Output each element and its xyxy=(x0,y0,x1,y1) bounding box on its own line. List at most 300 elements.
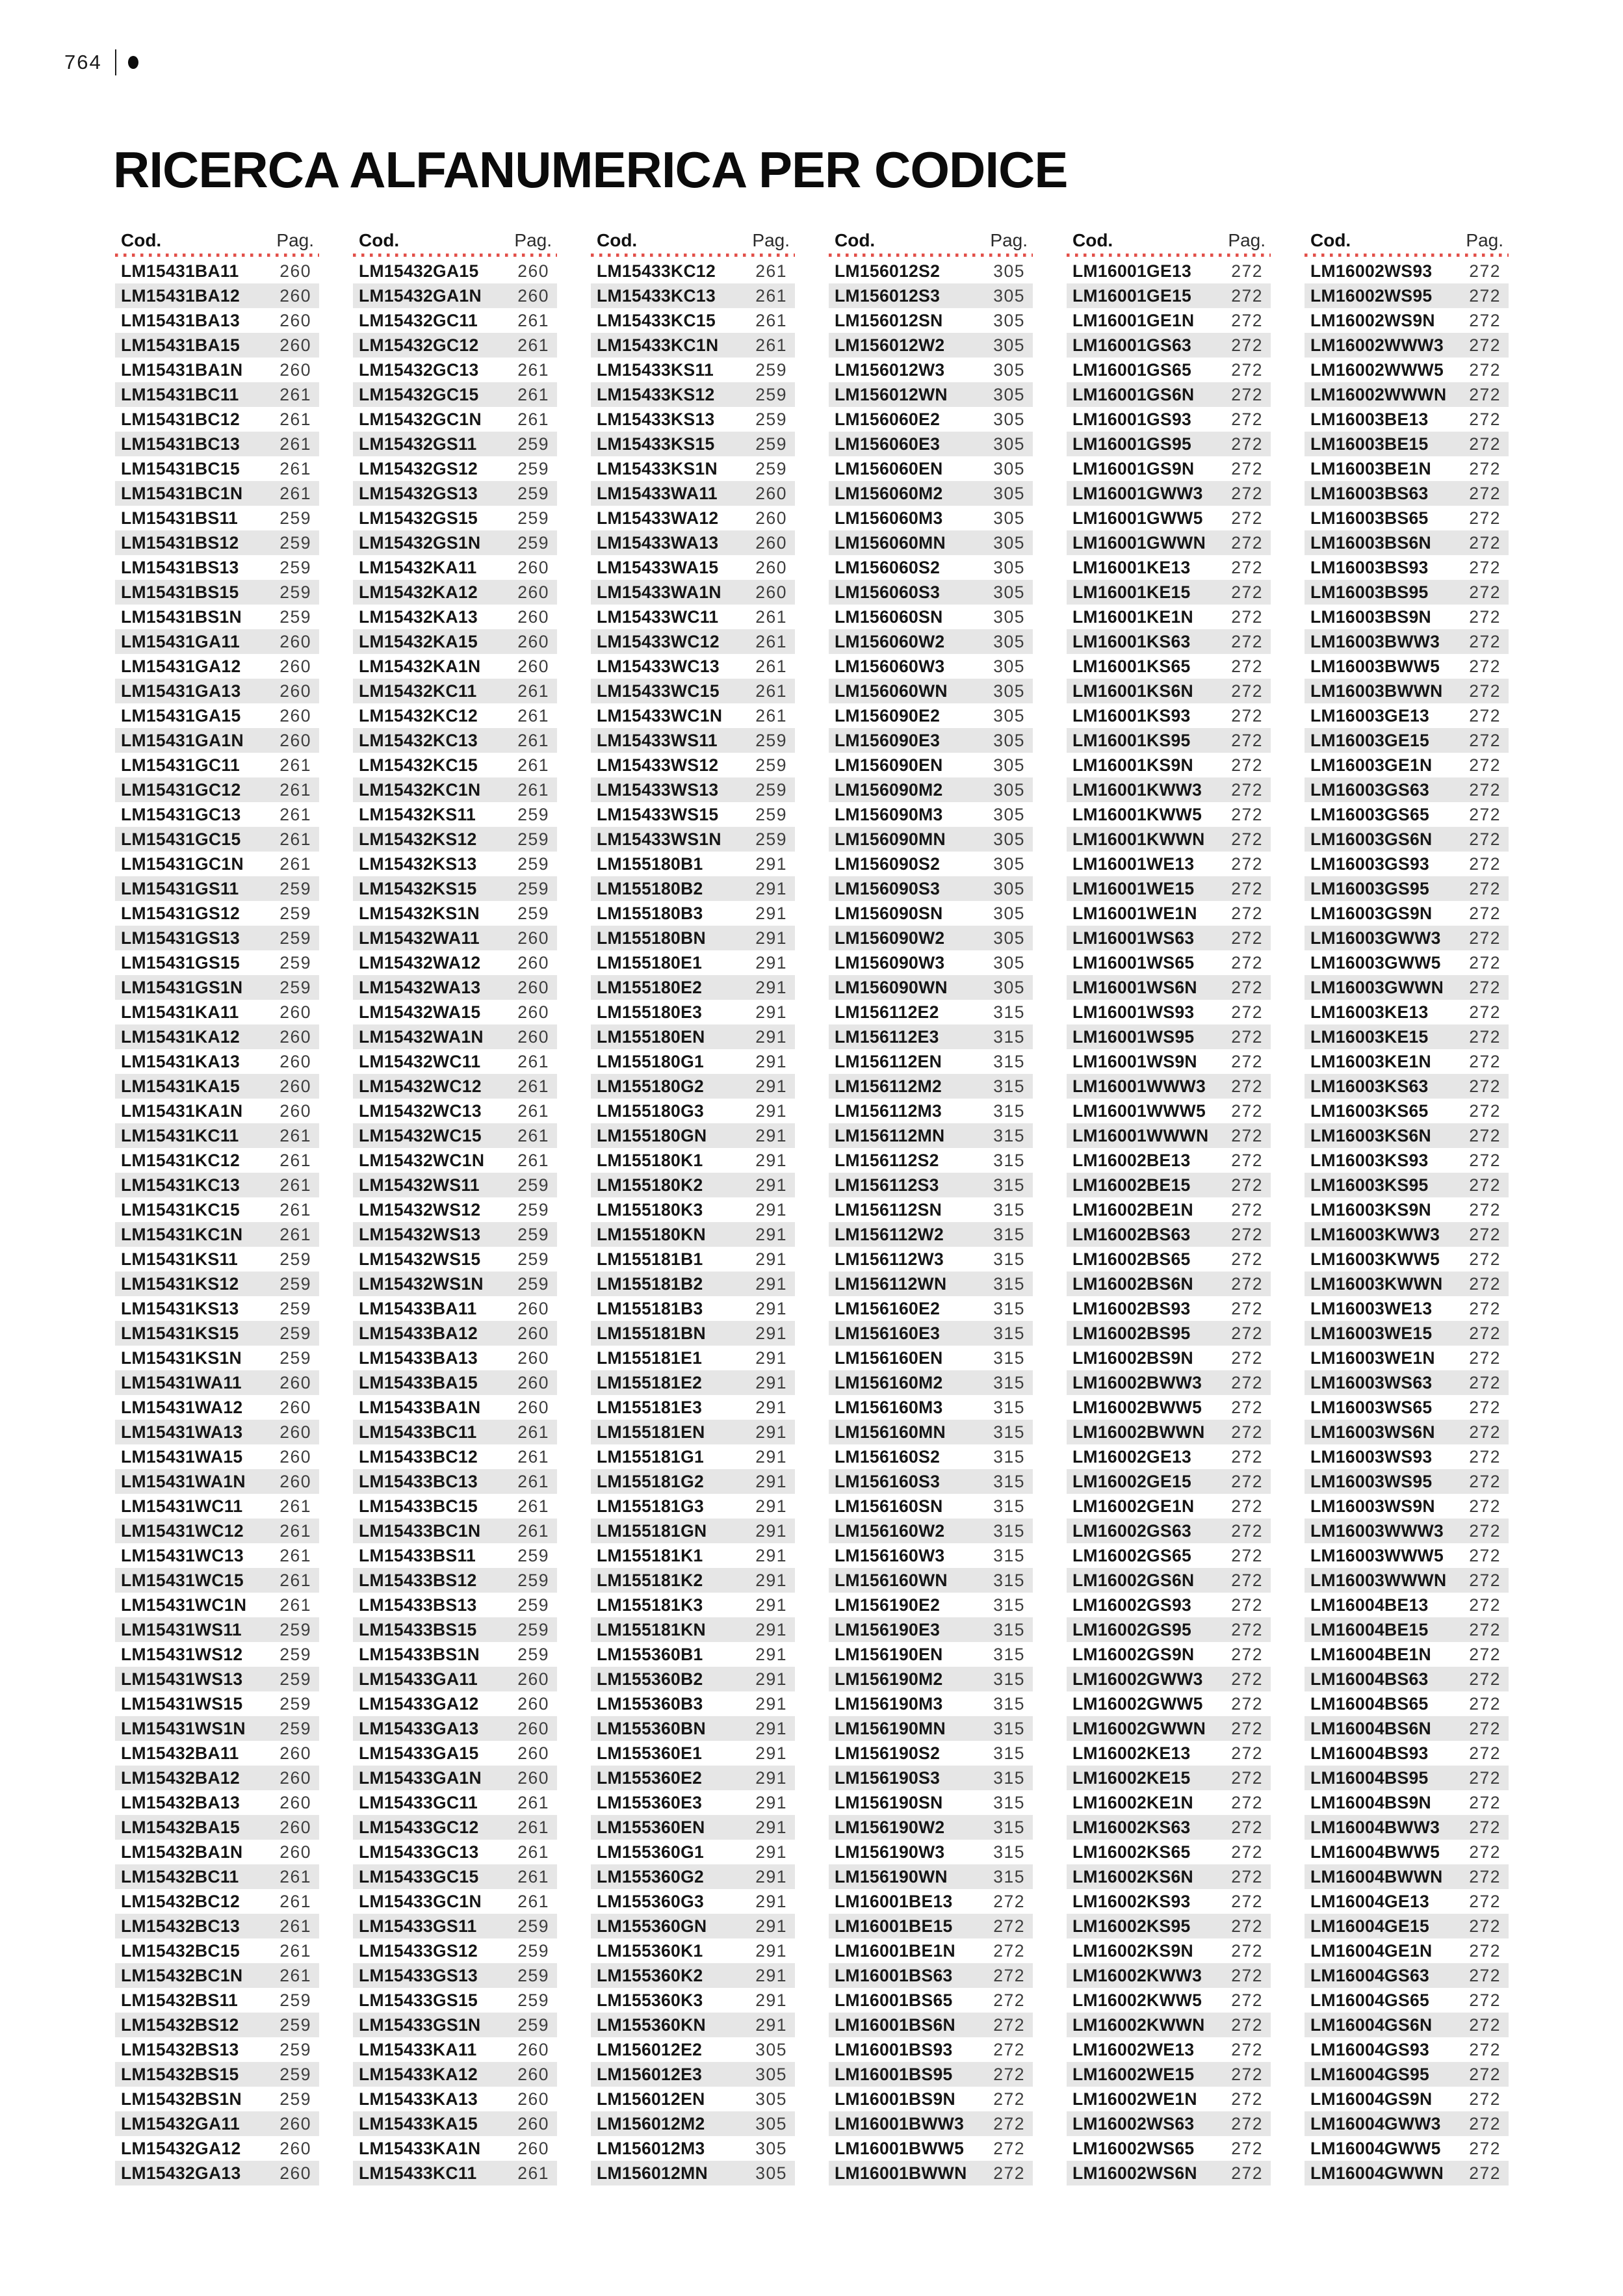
code-cell: LM15432BC12 xyxy=(121,1891,240,1911)
code-cell: LM156090M3 xyxy=(835,804,943,824)
page-cell: 261 xyxy=(517,681,549,701)
page-cell: 272 xyxy=(1469,1595,1501,1615)
table-row xyxy=(1305,1074,1509,1099)
code-cell: LM16001KS9N xyxy=(1072,755,1193,775)
page-cell: 259 xyxy=(517,1990,549,2010)
table-row xyxy=(1305,1840,1509,1864)
code-cell: LM156112S2 xyxy=(835,1150,939,1170)
code-cell: LM16001WS93 xyxy=(1072,1002,1195,1022)
code-cell: LM16002KE1N xyxy=(1072,1792,1193,1812)
page-cell: 259 xyxy=(279,582,311,602)
page-cell: 291 xyxy=(755,1940,787,1961)
page-cell: 272 xyxy=(1231,1743,1263,1763)
table-row xyxy=(115,629,319,654)
page-cell: 260 xyxy=(279,705,311,725)
page-cell: 305 xyxy=(993,705,1025,725)
table-row xyxy=(829,1173,1033,1197)
table-row xyxy=(115,1864,319,1889)
page-cell: 315 xyxy=(993,1817,1025,1837)
table-row xyxy=(1305,1889,1509,1914)
code-cell: LM15433KS12 xyxy=(597,384,715,404)
code-cell: LM15432WA12 xyxy=(359,952,481,972)
page-cell: 315 xyxy=(993,1273,1025,1294)
code-cell: LM15431GC1N xyxy=(121,854,244,874)
page-cell: 272 xyxy=(1469,384,1501,404)
table-row xyxy=(591,1494,795,1519)
code-cell: LM16003GWWN xyxy=(1310,977,1444,997)
code-cell: LM155180E2 xyxy=(597,977,703,997)
page-cell: 261 xyxy=(517,2163,549,2183)
table-row xyxy=(1305,802,1509,827)
table-row xyxy=(591,1519,795,1543)
page-cell: 272 xyxy=(1231,1866,1263,1886)
code-cell: LM16001KE1N xyxy=(1072,607,1193,627)
code-cell: LM156090WN xyxy=(835,977,948,997)
page-cell: 315 xyxy=(993,1693,1025,1714)
table-row xyxy=(115,1889,319,1914)
table-row xyxy=(115,1395,319,1420)
code-cell: LM156090W2 xyxy=(835,928,945,948)
table-row xyxy=(353,2013,557,2037)
table-row xyxy=(1067,2136,1271,2161)
page-cell: 261 xyxy=(279,1199,311,1220)
page-cell: 272 xyxy=(1469,1891,1501,1911)
page-cell: 259 xyxy=(517,1249,549,1269)
page-cell: 291 xyxy=(755,1965,787,1985)
page-cell: 272 xyxy=(1231,1768,1263,1788)
page-cell: 260 xyxy=(517,2064,549,2084)
code-cell: LM15432WA11 xyxy=(359,928,480,948)
code-cell: LM15433WA1N xyxy=(597,582,721,602)
page-cell: 261 xyxy=(517,1817,549,1837)
page-cell: 272 xyxy=(993,2039,1025,2059)
table-row xyxy=(1305,975,1509,1000)
page-cell: 272 xyxy=(1231,1076,1263,1096)
table-row xyxy=(591,1099,795,1123)
table-row xyxy=(115,1024,319,1049)
table-row xyxy=(1305,1321,1509,1346)
table-row xyxy=(115,1346,319,1370)
table-row xyxy=(591,1667,795,1691)
code-cell: LM15432WS11 xyxy=(359,1175,480,1195)
page-header xyxy=(64,49,138,75)
table-row xyxy=(829,1519,1033,1543)
code-column-header: Cod. xyxy=(121,230,162,250)
code-cell: LM16001KS93 xyxy=(1072,705,1191,725)
code-cell: LM16003WE13 xyxy=(1310,1298,1433,1318)
code-cell: LM16004BS9N xyxy=(1310,1792,1431,1812)
code-cell: LM156160S2 xyxy=(835,1446,941,1467)
code-cell: LM155360E3 xyxy=(597,1792,703,1812)
code-cell: LM16002KS9N xyxy=(1072,1940,1193,1961)
page-cell: 315 xyxy=(993,1743,1025,1763)
page-cell: 272 xyxy=(1469,1051,1501,1071)
page-cell: 291 xyxy=(755,854,787,874)
page-cell: 261 xyxy=(755,631,787,651)
page-cell: 259 xyxy=(279,607,311,627)
code-cell: LM15431BS11 xyxy=(121,508,239,528)
page-cell: 305 xyxy=(755,2113,787,2133)
code-cell: LM15432GA11 xyxy=(121,2113,240,2133)
table-row xyxy=(1067,1370,1271,1395)
page-cell: 272 xyxy=(1231,1422,1263,1442)
table-row xyxy=(353,1617,557,1642)
page-cell: 260 xyxy=(517,1669,549,1689)
code-cell: LM16002WS65 xyxy=(1072,2138,1195,2158)
table-row xyxy=(1067,827,1271,852)
page-cell: 261 xyxy=(517,384,549,404)
page-cell: 260 xyxy=(279,2163,311,2183)
code-cell: LM16001WE13 xyxy=(1072,854,1195,874)
code-cell: LM156012W2 xyxy=(835,335,945,355)
page-cell: 259 xyxy=(517,829,549,849)
code-cell: LM16003BWW3 xyxy=(1310,631,1440,651)
page-cell: 272 xyxy=(1231,1397,1263,1417)
table-row xyxy=(353,1000,557,1024)
column-header xyxy=(115,226,319,254)
page-cell: 272 xyxy=(993,2163,1025,2183)
page-cell: 305 xyxy=(993,681,1025,701)
table-row xyxy=(1305,407,1509,432)
table-row xyxy=(1305,1593,1509,1617)
code-cell: LM155180E1 xyxy=(597,952,703,972)
page-cell: 315 xyxy=(993,1076,1025,1096)
code-cell: LM15432KS15 xyxy=(359,878,477,898)
table-row xyxy=(1305,728,1509,753)
code-cell: LM15431GC12 xyxy=(121,779,241,800)
code-cell: LM16001GS65 xyxy=(1072,359,1192,380)
table-row xyxy=(591,1074,795,1099)
code-cell: LM15433GA15 xyxy=(359,1743,479,1763)
page-cell: 261 xyxy=(279,1965,311,1985)
code-cell: LM15432WS12 xyxy=(359,1199,481,1220)
table-row xyxy=(591,1766,795,1790)
page-cell: 259 xyxy=(279,557,311,577)
page-cell: 261 xyxy=(517,779,549,800)
code-cell: LM155180G2 xyxy=(597,1076,705,1096)
code-cell: LM156160W3 xyxy=(835,1545,945,1565)
column-header xyxy=(591,226,795,254)
code-cell: LM156190EN xyxy=(835,1644,943,1664)
code-cell: LM16003GE1N xyxy=(1310,755,1433,775)
table-row xyxy=(115,1741,319,1766)
page-cell: 259 xyxy=(517,1595,549,1615)
code-cell: LM15432GS1N xyxy=(359,532,481,553)
table-row xyxy=(115,654,319,679)
page-cell: 315 xyxy=(993,1644,1025,1664)
code-cell: LM16002BS93 xyxy=(1072,1298,1191,1318)
code-cell: LM15431BS15 xyxy=(121,582,239,602)
table-row xyxy=(829,1444,1033,1469)
table-row xyxy=(829,950,1033,975)
code-cell: LM16002BS95 xyxy=(1072,1323,1191,1343)
code-cell: LM16004BE1N xyxy=(1310,1644,1431,1664)
table-row xyxy=(1305,1173,1509,1197)
code-cell: LM16002WWWN xyxy=(1310,384,1447,404)
code-cell: LM15431WA12 xyxy=(121,1397,243,1417)
code-cell: LM16004BS6N xyxy=(1310,1718,1431,1738)
code-cell: LM156112S3 xyxy=(835,1175,939,1195)
code-cell: LM15431GA1N xyxy=(121,730,244,750)
table-row xyxy=(115,530,319,555)
page-cell: 260 xyxy=(517,557,549,577)
page-cell: 260 xyxy=(755,508,787,528)
page-cell: 260 xyxy=(517,2039,549,2059)
page-cell: 260 xyxy=(517,582,549,602)
table-row xyxy=(829,530,1033,555)
code-cell: LM15432BC1N xyxy=(121,1965,243,1985)
code-cell: LM156190S3 xyxy=(835,1768,941,1788)
code-cell: LM156160EN xyxy=(835,1348,943,1368)
table-row xyxy=(591,1864,795,1889)
code-cell: LM15432KS1N xyxy=(359,903,480,923)
table-row xyxy=(1067,1790,1271,1815)
code-cell: LM156112W3 xyxy=(835,1249,944,1269)
page-cell: 260 xyxy=(279,1372,311,1392)
table-row xyxy=(1067,1272,1271,1296)
page-cell: 261 xyxy=(517,730,549,750)
code-cell: LM15432WA13 xyxy=(359,977,481,997)
page-cell: 261 xyxy=(517,1842,549,1862)
table-row xyxy=(829,1667,1033,1691)
code-cell: LM15433GS12 xyxy=(359,1940,478,1961)
table-row xyxy=(115,481,319,506)
page-number: 764 xyxy=(64,51,102,73)
table-row xyxy=(1067,1173,1271,1197)
table-row xyxy=(1067,1049,1271,1074)
page-cell: 259 xyxy=(517,1570,549,1590)
code-cell: LM15432WS1N xyxy=(359,1273,484,1294)
table-row xyxy=(1067,975,1271,1000)
table-row xyxy=(353,802,557,827)
code-cell: LM15432GA1N xyxy=(359,285,482,306)
page-cell: 260 xyxy=(279,1842,311,1862)
table-row xyxy=(591,2037,795,2062)
table-row xyxy=(829,1642,1033,1667)
page-cell: 315 xyxy=(993,1718,1025,1738)
table-row xyxy=(115,2013,319,2037)
page-cell: 259 xyxy=(517,508,549,528)
code-cell: LM155360E1 xyxy=(597,1743,703,1763)
page-cell: 261 xyxy=(755,310,787,330)
code-cell: LM16002GS95 xyxy=(1072,1619,1192,1639)
page-cell: 261 xyxy=(279,1595,311,1615)
code-cell: LM15431BA13 xyxy=(121,310,240,330)
code-column xyxy=(591,226,795,2185)
page-cell: 259 xyxy=(279,878,311,898)
table-row xyxy=(829,1469,1033,1494)
table-row xyxy=(1067,1420,1271,1444)
code-cell: LM15431KS1N xyxy=(121,1348,242,1368)
code-cell: LM16001BS95 xyxy=(835,2064,953,2084)
page-cell: 272 xyxy=(1469,1817,1501,1837)
table-row xyxy=(115,2037,319,2062)
page-cell: 272 xyxy=(1231,1891,1263,1911)
code-cell: LM15432GC1N xyxy=(359,409,482,429)
page-cell: 259 xyxy=(755,359,787,380)
code-cell: LM15431WS12 xyxy=(121,1644,243,1664)
code-cell: LM156060W2 xyxy=(835,631,945,651)
page-cell: 259 xyxy=(279,1298,311,1318)
table-row xyxy=(1067,1099,1271,1123)
page-cell: 260 xyxy=(517,261,549,281)
code-cell: LM15432WC1N xyxy=(359,1150,485,1170)
table-row xyxy=(1305,827,1509,852)
code-cell: LM16004GS93 xyxy=(1310,2039,1430,2059)
page-cell: 305 xyxy=(993,878,1025,898)
table-row xyxy=(353,1024,557,1049)
code-cell: LM16004GS95 xyxy=(1310,2064,1430,2084)
table-row xyxy=(1305,1741,1509,1766)
page-cell: 261 xyxy=(279,483,311,503)
page-cell: 259 xyxy=(517,1940,549,1961)
table-row xyxy=(1067,1741,1271,1766)
table-row xyxy=(353,2087,557,2111)
code-cell: LM15433GC12 xyxy=(359,1817,479,1837)
page-cell: 272 xyxy=(1469,409,1501,429)
page-cell: 272 xyxy=(1469,1792,1501,1812)
page-cell: 272 xyxy=(1469,1768,1501,1788)
code-cell: LM16003GWW3 xyxy=(1310,928,1441,948)
code-column-header: Cod. xyxy=(835,230,876,250)
table-row xyxy=(115,1494,319,1519)
code-cell: LM15433BC1N xyxy=(359,1520,481,1541)
code-cell: LM16002WS93 xyxy=(1310,261,1433,281)
page-cell: 259 xyxy=(279,532,311,553)
column-header xyxy=(353,226,557,254)
code-cell: LM156112EN xyxy=(835,1051,942,1071)
table-row xyxy=(1067,605,1271,629)
table-row xyxy=(1305,1099,1509,1123)
code-cell: LM16002GS65 xyxy=(1072,1545,1192,1565)
page-cell: 261 xyxy=(279,854,311,874)
table-row xyxy=(1305,1963,1509,1988)
table-row xyxy=(115,1000,319,1024)
table-row xyxy=(829,1864,1033,1889)
code-cell: LM15432KA13 xyxy=(359,607,478,627)
page-cell: 291 xyxy=(755,1718,787,1738)
page-cell: 305 xyxy=(993,508,1025,528)
table-row xyxy=(1305,2136,1509,2161)
table-row xyxy=(115,777,319,802)
table-row xyxy=(591,530,795,555)
page-cell: 315 xyxy=(993,1792,1025,1812)
page-cell: 272 xyxy=(1231,854,1263,874)
code-cell: LM16002BS9N xyxy=(1072,1348,1193,1368)
page-cell: 291 xyxy=(755,1150,787,1170)
page-cell: 272 xyxy=(1231,1101,1263,1121)
code-cell: LM16003BS93 xyxy=(1310,557,1429,577)
code-cell: LM15433WC11 xyxy=(597,607,719,627)
table-row xyxy=(353,1395,557,1420)
code-cell: LM16003KWWN xyxy=(1310,1273,1443,1294)
code-cell: LM16003BWW5 xyxy=(1310,656,1440,676)
code-cell: LM156012EN xyxy=(597,2089,705,2109)
code-cell: LM15431KS12 xyxy=(121,1273,239,1294)
code-cell: LM16003KS9N xyxy=(1310,1199,1431,1220)
code-cell: LM155360B2 xyxy=(597,1669,703,1689)
page-cell: 315 xyxy=(993,1669,1025,1689)
table-row xyxy=(591,1148,795,1173)
code-cell: LM15431WA13 xyxy=(121,1422,243,1442)
code-cell: LM15431BA1N xyxy=(121,359,243,380)
page-cell: 260 xyxy=(517,631,549,651)
page-cell: 261 xyxy=(279,1175,311,1195)
page-cell: 260 xyxy=(279,730,311,750)
code-cell: LM15432GS12 xyxy=(359,458,478,478)
table-row xyxy=(1305,1395,1509,1420)
code-cell: LM16004BS95 xyxy=(1310,1768,1429,1788)
code-cell: LM15433GC11 xyxy=(359,1792,478,1812)
table-row xyxy=(1067,2087,1271,2111)
page-cell: 291 xyxy=(755,1199,787,1220)
page-cell: 272 xyxy=(1231,977,1263,997)
code-cell: LM15433GS11 xyxy=(359,1916,477,1936)
page-cell: 305 xyxy=(993,261,1025,281)
page-cell: 261 xyxy=(279,804,311,824)
code-cell: LM16001KS63 xyxy=(1072,631,1191,651)
page-cell: 272 xyxy=(1231,705,1263,725)
table-row xyxy=(1067,382,1271,407)
table-row xyxy=(1067,1815,1271,1840)
page-cell: 291 xyxy=(755,1866,787,1886)
table-row xyxy=(353,1988,557,2013)
table-row xyxy=(1067,1123,1271,1148)
table-row xyxy=(591,555,795,580)
table-row xyxy=(829,1543,1033,1568)
table-row xyxy=(1305,1716,1509,1741)
code-cell: LM16001WWW5 xyxy=(1072,1101,1206,1121)
code-list xyxy=(591,259,795,2185)
page-cell: 272 xyxy=(993,2138,1025,2158)
table-row xyxy=(1305,333,1509,358)
code-column xyxy=(353,226,557,2185)
table-row xyxy=(829,1321,1033,1346)
table-row xyxy=(591,802,795,827)
page-cell: 272 xyxy=(1469,1372,1501,1392)
code-cell: LM16001BS65 xyxy=(835,1990,953,2010)
code-cell: LM15431GS12 xyxy=(121,903,240,923)
page-cell: 272 xyxy=(1469,1669,1501,1689)
table-row xyxy=(829,2013,1033,2037)
code-cell: LM155360BN xyxy=(597,1718,706,1738)
code-cell: LM16003BE1N xyxy=(1310,458,1431,478)
page-title: RICERCA ALFANUMERICA PER CODICE xyxy=(113,141,1068,199)
code-cell: LM155181K2 xyxy=(597,1570,703,1590)
page-cell: 272 xyxy=(1469,829,1501,849)
page-cell: 291 xyxy=(755,1323,787,1343)
table-row xyxy=(115,753,319,777)
page-cell: 272 xyxy=(1231,2015,1263,2035)
table-row xyxy=(829,1741,1033,1766)
table-row xyxy=(1305,1469,1509,1494)
page-cell: 291 xyxy=(755,1743,787,1763)
code-cell: LM15431WC11 xyxy=(121,1496,243,1516)
page-cell: 305 xyxy=(993,928,1025,948)
code-cell: LM16001KS6N xyxy=(1072,681,1193,701)
table-row xyxy=(115,1716,319,1741)
code-cell: LM15432GS11 xyxy=(359,434,477,454)
code-cell: LM15433KA15 xyxy=(359,2113,478,2133)
table-row xyxy=(1305,1691,1509,1716)
table-row xyxy=(115,308,319,333)
page-cell: 272 xyxy=(1231,755,1263,775)
table-row xyxy=(829,2037,1033,2062)
page-cell: 272 xyxy=(1469,1002,1501,1022)
table-row xyxy=(1305,2037,1509,2062)
table-row xyxy=(115,259,319,283)
code-cell: LM155180BN xyxy=(597,928,706,948)
